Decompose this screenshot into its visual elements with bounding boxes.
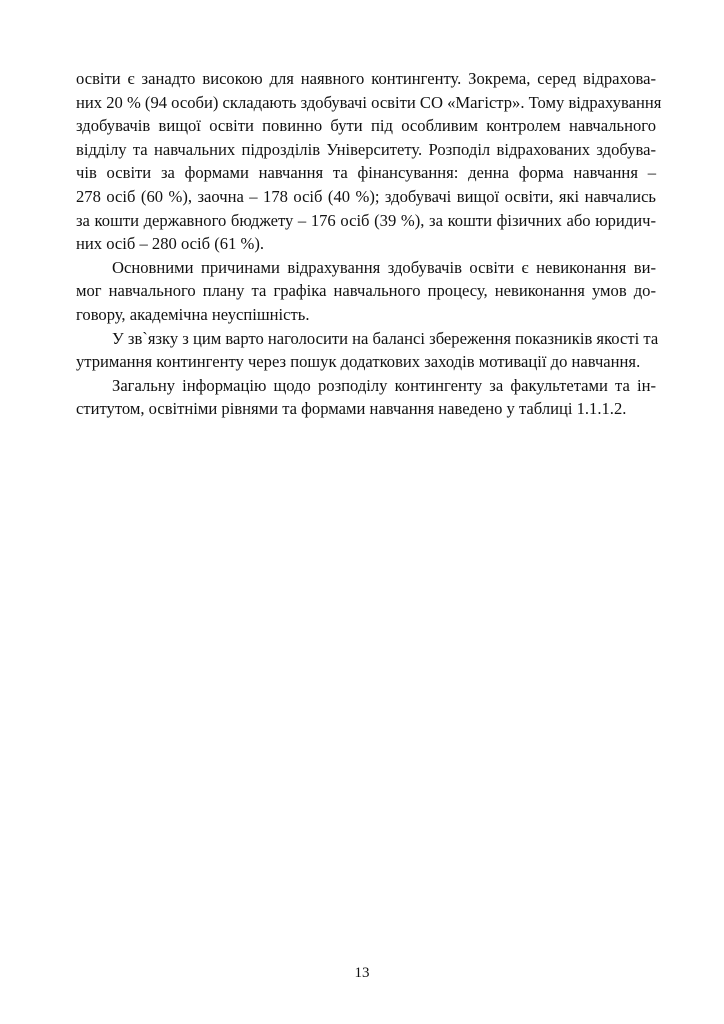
text-line: відділу та навчальних підрозділів Університету. Розподіл відрахованих здобува- — [76, 139, 656, 159]
text-line: чів освіти за формами навчання та фінансування: денна форма навчання – — [76, 163, 656, 183]
text-line: мог навчального плану та графіка навчального процесу, невиконання умов до- — [76, 281, 656, 301]
text-line: них 20 % (94 особи) складають здобувачі освіти СО «Магістр». Тому відрахування — [76, 92, 662, 112]
page-number: 13 — [354, 965, 370, 981]
paragraph-table-reference — [76, 374, 656, 421]
body-text — [76, 67, 662, 421]
paragraph-balance — [76, 327, 659, 374]
text-line: здобувачів вищої освіти повинно бути під особливим контролем навчального — [76, 116, 656, 136]
text-line: утримання контингенту через пошук додаткових заходів мотивації до навчання. — [76, 352, 641, 372]
text-line: говору, академічна неуспішність. — [76, 304, 310, 324]
text-line: них осіб – 280 осіб (61 %). — [76, 234, 265, 254]
paragraph-continuation — [76, 67, 662, 256]
text-line: 278 осіб (60 %), заочна – 178 осіб (40 %); здобувачі вищої освіти, які навчались — [76, 186, 656, 206]
text-line: ститутом, освітніми рівнями та формами навчання наведено у таблиці 1.1.1.2. — [76, 399, 627, 419]
text-line: за кошти державного бюджету – 176 осіб (39 %), за кошти фізичних або юридич- — [76, 210, 656, 230]
paragraph-reasons — [76, 256, 656, 327]
text-line: У зв`язку з цим варто наголосити на балансі збереження показників якості та — [112, 328, 659, 348]
text-line: освіти є занадто високою для наявного контингенту. Зокрема, серед відрахова- — [76, 69, 656, 88]
text-line: Основними причинами відрахування здобувачів освіти є невиконання ви- — [112, 257, 656, 277]
text-line: Загальну інформацію щодо розподілу контингенту за факультетами та ін- — [112, 375, 656, 395]
